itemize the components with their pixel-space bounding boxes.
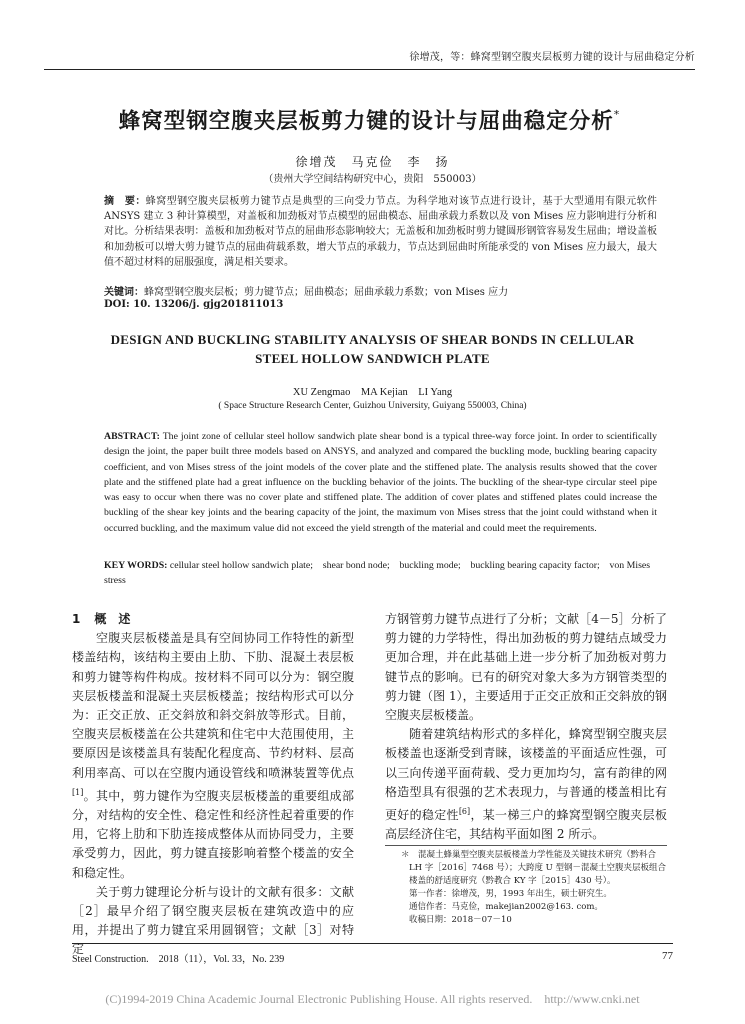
abstract-cn-label: 摘 要： <box>104 196 146 207</box>
title-footnote-mark: * <box>613 108 621 121</box>
body-paragraph: 方钢管剪力键节点进行了分析；文献［4－5］分析了剪力键的力学特性，得出加劲板的剪力键结点域受力更加合理，并在此基础上进一步分析了加劲板对剪力键节点的影响。已有的研究对象大多为方钢管类型的剪力键（图 1），主要适用于正交正放和正交斜放的钢空腹夹层板楼盖。 <box>385 612 667 723</box>
affiliation-en: ( Space Structure Research Center, Guizhou University, Guiyang 550003, China) <box>218 401 527 411</box>
page-number: 77 <box>662 950 673 962</box>
body-paragraph <box>385 725 667 844</box>
keywords-cn-text: 蜂窝型钢空腹夹层板；剪力键节点；屈曲模态；屈曲承载力系数；von Mises 应力 <box>144 287 509 298</box>
abstract-cn-text: 蜂窝型钢空腹夹层板剪力键节点是典型的三向受力节点。为科学地对该节点进行设计，基于大型通用有限元软件 ANSYS 建立 3 种计算模型，对盖板和加劲板对节点模型的屈曲模态、屈曲承载力系数以及 von Mises 应力影响进行分析和对比。分析结果表明：盖板和加劲板对节点的屈曲形态影响较大；无盖板和加劲板时剪力键圆形钢管容易发生屈曲；增设盖板和加劲板可以增大剪力键节点的屈曲荷载系数，增大节点的承载力，节点达到屈曲时所能承受的 von Mises 应力最大，最大值不超过材料的屈服强度，满足相关要求。 <box>104 196 658 268</box>
paragraph-text: 空腹夹层板楼盖是具有空间协同工作特性的新型楼盖结构，该结构主要由上肋、下肋、混凝土表层板和剪力键等构件构成。按材料不同可以分为：钢空腹夹层板楼盖和混凝土夹层板楼盖；按结构形式可以分为：正交正放、正交斜放和斜交斜放等形式。目前，空腹夹层板楼盖在公共建筑和住宅中大范围使用，主要原因是该楼盖具有装配化程度高、节约材料、层高利用率高、可以在空腹内通设管线和喷淋装置等优点 <box>72 631 354 780</box>
journal-citation: Steel Construction. 2018（11），Vol. 33，No. 239 <box>72 954 285 965</box>
paragraph-text: 。其中，剪力键作为空腹夹层板楼盖的重要组成部分，对结构的安全性、稳定性和经济性起着重要的作用，它将上肋和下肋连接成整体从而协同受力，主要承受剪力，因此，剪力键直接影响着整个楼盖的安全和稳定性。 <box>72 788 354 880</box>
title-en-line1: DESIGN AND BUCKLING STABILITY ANALYSIS OF SHEAR BONDS IN CELLULAR <box>110 332 635 347</box>
footnote-first-author: 第一作者：徐增茂，男，1993 年出生，硕士研究生。 <box>409 889 612 899</box>
running-head: 徐增茂，等：蜂窝型钢空腹夹层板剪力键的设计与屈曲稳定分析 <box>44 48 695 70</box>
abstract-en-label: ABSTRACT: <box>104 431 160 442</box>
body-column-left <box>72 610 354 960</box>
abstract-en-text: The joint zone of cellular steel hollow sandwich plate shear bond is a typical three-way force joint. In order to scientifically design the joint, the paper built three models based on ANSYS, and analyzed and compared the buckling mode, buckling bearing capacity coefficient, and von Mises stress of the joint models of the cover plate and the stiffened plate. The analysis results showed that the cover plate and the stiffened plate had a great influence on the buckling behavior of the joints. The buckling of the shear-type circular steel pipe was easy to occur when there was no cover plate and stiffened plate. The addition of cover plates and stiffened plates could increase the buckling of the shear key joints and the bearing capacity of the joint, the maximum von Mises stress that the joint could withstand when it occurred buckling, and the maximum value did not exceed the yield strength of the material and could meet the requirements. <box>104 431 657 534</box>
citation-ref: [6] <box>458 807 471 817</box>
copyright-watermark: (C)1994-2019 China Academic Journal Electronic Publishing House. All rights reserved. http://www.cnki.net <box>105 992 640 1006</box>
footnote-corresponding: 通信作者：马克俭，makejian2002@163. com。 <box>409 902 603 912</box>
paragraph-text: ，某一梯三户的蜂窝型钢空腹夹层板高层经济住宅，其结构平面如图 2 所示。 <box>385 808 667 842</box>
doi: DOI: 10. 13206/j. gjg201811013 <box>104 299 284 310</box>
keywords-en <box>104 558 657 589</box>
keywords-cn <box>104 283 657 298</box>
body-paragraph: 关于剪力键理论分析与设计的文献有很多：文献［2］最早介绍了钢空腹夹层板在建筑改造中的应用，并提出了剪力键宜采用圆钢管；文献［3］对特定 <box>72 884 354 957</box>
section-title: 概 述 <box>94 612 131 626</box>
keywords-en-label: KEY WORDS: <box>104 560 168 571</box>
page-footer <box>72 943 673 965</box>
authors-en: XU Zengmao MA Kejian LI Yang <box>292 387 453 398</box>
footnote <box>385 845 667 927</box>
authors-cn: 徐增茂 马克俭 李 扬 <box>295 155 450 169</box>
paper-title-en <box>90 330 655 368</box>
paper-title <box>44 104 695 135</box>
body-paragraph <box>72 629 354 883</box>
keywords-cn-label: 关键词： <box>104 287 144 298</box>
footnote-funding: ＊ 混凝土蜂巢型空腹夹层板楼盖力学性能及关键技术研究（黔科合 LH 字［2016］7468 号）；大跨度 U 型钢－混凝土空腹夹层板组合楼盖的舒适度研究（黔教合 KY 字［2015］430 号）。 <box>401 850 667 886</box>
paragraph-text: 随着建筑结构形式的多样化，蜂窝型钢空腹夹层板楼盖也逐渐受到青睐，该楼盖的平面适应性强，可以三向传递平面荷载、受力更加均匀，富有韵律的网格造型具有很强的艺术表现力，与普通的楼盖相比有更好的稳定性 <box>385 727 667 823</box>
footnote-received: 收稿日期：2018－07－10 <box>409 915 512 925</box>
keywords-en-text: cellular steel hollow sandwich plate; shear bond node; buckling mode; buckling bearing capacity factor; von Mises stress <box>104 560 651 587</box>
body-column-right <box>385 610 667 844</box>
abstract-en <box>104 429 657 536</box>
title-en-line2: STEEL HOLLOW SANDWICH PLATE <box>255 351 490 366</box>
section-heading <box>72 610 354 629</box>
paper-title-text: 蜂窝型钢空腹夹层板剪力键的设计与屈曲稳定分析 <box>118 109 614 134</box>
section-number: 1 <box>72 612 81 626</box>
abstract-cn <box>104 194 657 270</box>
affiliation-cn: （贵州大学空间结构研究中心，贵阳 550003） <box>263 174 482 185</box>
citation-ref: [1] <box>72 787 84 797</box>
